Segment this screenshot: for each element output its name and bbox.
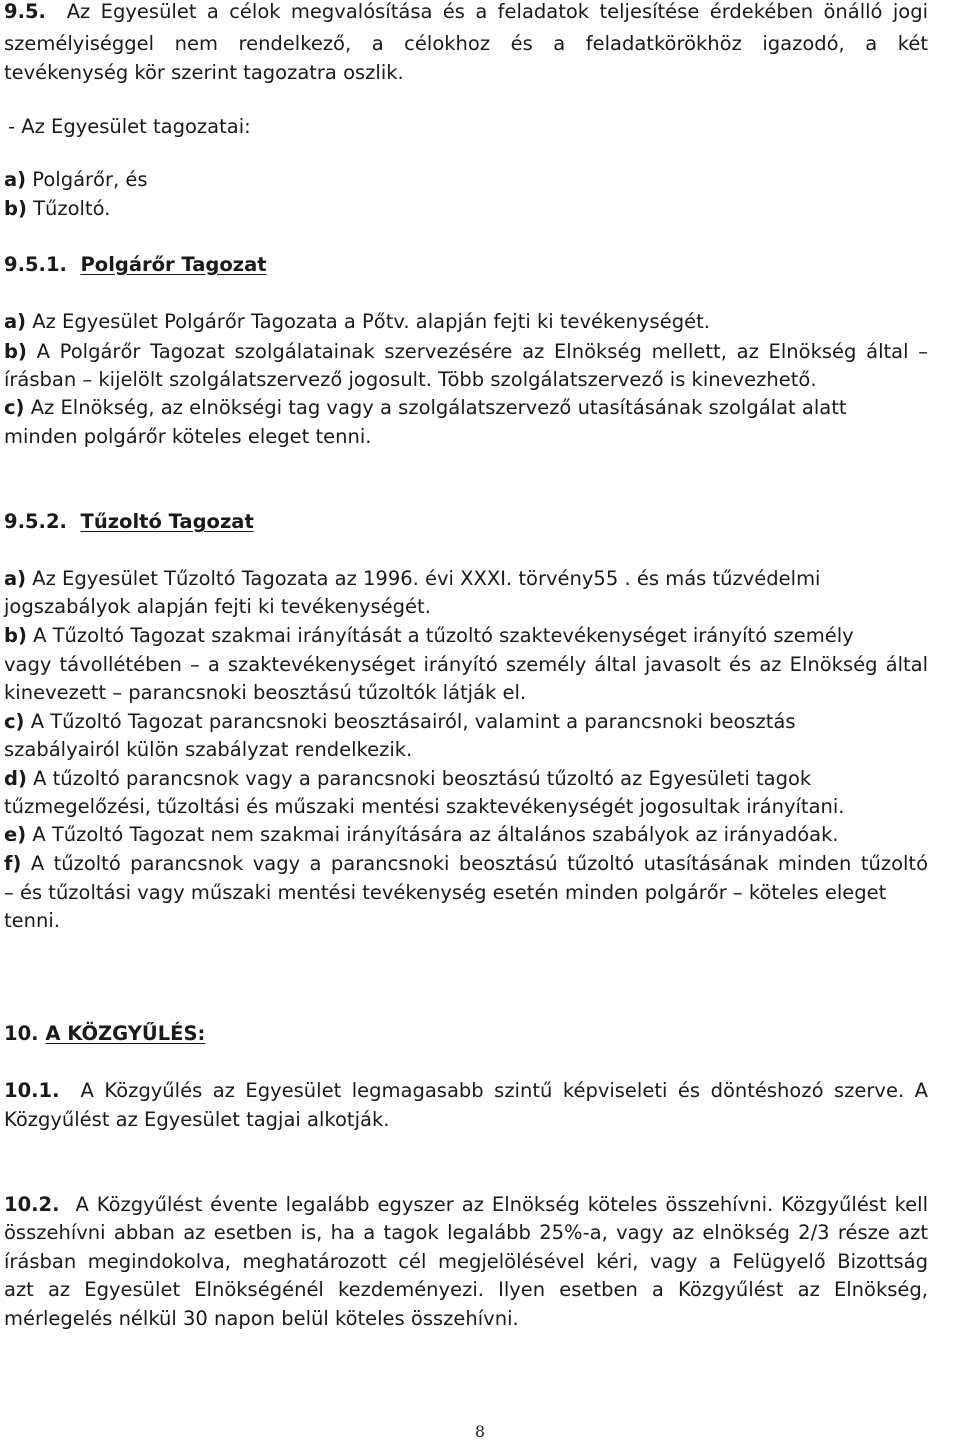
tuzolto-item-f-line-3: tenni. (4, 909, 60, 932)
section-10-2-line-3: írásban megindokolva, meghatározott cél megjelölésével kéri, vagy a Felügyelő Bizottság (4, 1250, 928, 1273)
section-9-5-1-heading: 9.5.1. Polgárőr Tagozat (4, 253, 267, 276)
polgaror-item-c-line-1: c) Az Elnökség, az elnökségi tag vagy a szolgálatszervező utasításának szolgálat alatt (4, 396, 847, 419)
tuzolto-item-d-line-2: tűzmegelőzési, tűzoltási és műszaki mentési szaktevékenységét jogosultak irányítani. (4, 795, 845, 818)
tuzolto-item-b-line-2: vagy távollétében – a szaktevékenységet irányító személy által javasolt és az Elnökség által (4, 653, 928, 676)
section-number: 9.5. (4, 0, 46, 23)
tuzolto-item-a-line-1: a) Az Egyesület Tűzoltó Tagozata az 1996. évi XXXI. törvény55 . és más tűzvédelmi (4, 567, 821, 590)
tuzolto-item-b-line-1: b) A Tűzoltó Tagozat szakmai irányítását a tűzoltó szaktevékenységet irányító személy (4, 624, 854, 647)
tuzolto-item-d-line-1: d) A tűzoltó parancsnok vagy a parancsnoki beosztású tűzoltó az Egyesületi tagok (4, 767, 812, 790)
section-9-5-line-1: 9.5. Az Egyesület a célok megvalósítása és a feladatok teljesítése érdekében önálló jogi (4, 0, 928, 23)
section-10-2-line-5: mérlegelés nélkül 30 napon belül köteles összehívni. (4, 1307, 519, 1330)
tuzolto-item-a-line-2: jogszabályok alapján fejti ki tevékenységét. (4, 595, 431, 618)
section-10-1-line-2: Közgyűlést az Egyesület tagjai alkotják. (4, 1108, 390, 1131)
tuzolto-item-f-line-2: – és tűzoltási vagy műszaki mentési tevékenység esetén minden polgárőr – köteles eleget (4, 881, 887, 904)
polgaror-item-b-line-2: írásban – kijelölt szolgálatszervező jogosult. Több szolgálatszervező is kinevezhető. (4, 368, 817, 391)
tuzolto-item-b-line-3: kinevezett – parancsnoki beosztású tűzoltók látják el. (4, 681, 527, 704)
tuzolto-item-e: e) A Tűzoltó Tagozat nem szakmai irányítására az általános szabályok az irányadóak. (4, 823, 839, 846)
polgaror-item-b-line-1: b) A Polgárőr Tagozat szolgálatainak szervezésére az Elnökség mellett, az Elnökség által – (4, 340, 928, 363)
section-10-2-line-2: összehívni abban az esetben is, ha a tagok legalább 25%-a, vagy az elnökség 2/3 része azt (4, 1221, 928, 1244)
tagozat-item-a: a) Polgárőr, és (4, 168, 148, 191)
section-10-1-line-1: 10.1. A Közgyűlés az Egyesület legmagasabb szintű képviseleti és döntéshozó szerve. A (4, 1079, 928, 1102)
tuzolto-item-c-line-1: c) A Tűzoltó Tagozat parancsnoki beosztásairól, valamint a parancsnoki beosztás (4, 710, 796, 733)
section-10-2-line-1: 10.2. A Közgyűlést évente legalább egyszer az Elnökség köteles összehívni. Közgyűlést kell (4, 1193, 929, 1216)
tagozatai-heading: - Az Egyesület tagozatai: (8, 115, 251, 138)
tuzolto-item-c-line-2: szabályairól külön szabályzat rendelkezik. (4, 738, 413, 761)
tuzolto-item-f-line-1: f) A tűzoltó parancsnok vagy a parancsnoki beosztású tűzoltó utasításának minden tűzoltó (4, 852, 928, 875)
tagozat-item-b: b) Tűzoltó. (4, 197, 111, 220)
polgaror-item-a: a) Az Egyesület Polgárőr Tagozata a Pőtv. alapján fejti ki tevékenységét. (4, 310, 710, 333)
section-9-5-line-2: személyiséggel nem rendelkező, a célokhoz és a feladatkörökhöz igazodó, a két (4, 32, 928, 55)
section-10-2-line-4: azt az Egyesület Elnökségénél kezdeményezi. Ilyen esetben a Közgyűlést az Elnökség, (4, 1278, 928, 1301)
section-10-heading: 10. A KÖZGYŰLÉS: (4, 1022, 206, 1045)
page-number: 8 (474, 1422, 486, 1441)
section-9-5-line-3: tevékenység kör szerint tagozatra oszlik. (4, 61, 404, 84)
section-9-5-2-heading: 9.5.2. Tűzoltó Tagozat (4, 510, 254, 533)
polgaror-item-c-line-2: minden polgárőr köteles eleget tenni. (4, 425, 372, 448)
